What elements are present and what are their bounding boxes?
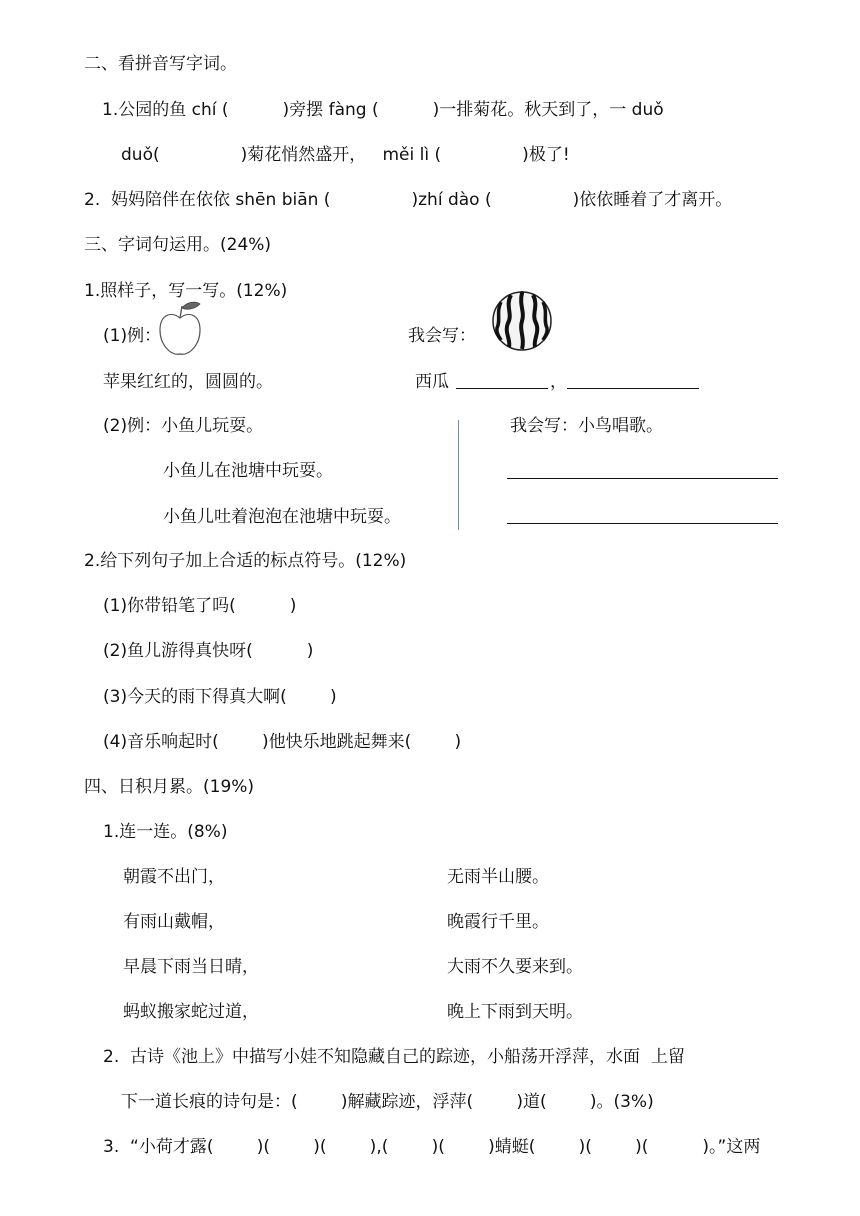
match-right-item: 无雨半山腰。	[447, 867, 549, 887]
punctuation-item-2: (2)鱼儿游得真快呀( )	[103, 641, 314, 661]
example-1-label: (1)例：	[103, 326, 162, 346]
question-2-1-line-2: duǒ( )菊花悄然盛开， měi lì ( )极了!	[121, 145, 570, 165]
punctuation-item-1: (1)你带铅笔了吗( )	[103, 596, 297, 616]
punctuation-item-3: (3)今天的雨下得真大啊( )	[103, 687, 337, 707]
question-2-2: 2. 妈妈陪伴在依依 shēn biān ( )zhí dào ( )依依睡着了才离开。	[84, 190, 733, 210]
match-left-item: 早晨下雨当日晴，	[123, 957, 259, 977]
section-2-heading: 二、看拼音写字词。	[84, 54, 237, 74]
example-2-line-2: 小鱼儿在池塘中玩耍。	[163, 461, 333, 481]
example-1-comma: ，	[550, 372, 567, 392]
match-left-item: 蚂蚁搬家蛇过道，	[123, 1002, 259, 1022]
question-4-3: 3. “小荷才露( )( )( ),( )( )蜻蜓( )( )( )。”这两	[103, 1137, 761, 1157]
example-1-watermelon-label: 西瓜	[415, 372, 449, 392]
question-3-1-title: 1.照样子，写一写。(12%)	[84, 281, 288, 301]
answer-line-1[interactable]	[507, 478, 778, 479]
answer-blank-1[interactable]	[456, 388, 548, 389]
section-4-heading: 四、日积月累。(19%)	[84, 777, 255, 797]
answer-blank-2[interactable]	[567, 388, 699, 389]
answer-line-2[interactable]	[507, 523, 778, 524]
example-2-write-label: 我会写：小鸟唱歌。	[510, 416, 663, 436]
question-4-2-line-1: 2. 古诗《池上》中描写小娃不知隐藏自己的踪迹，小船荡开浮萍，水面 上留	[103, 1047, 685, 1067]
question-4-1-title: 1.连一连。(8%)	[103, 822, 228, 842]
divider-line	[458, 420, 459, 530]
match-left-item: 有雨山戴帽，	[123, 912, 225, 932]
example-2-label: (2)例：小鱼儿玩耍。	[103, 416, 264, 436]
example-1-write-label: 我会写：	[408, 326, 476, 346]
match-right-item: 晚霞行千里。	[447, 912, 549, 932]
watermelon-icon	[491, 290, 553, 352]
match-right-item: 晚上下雨到天明。	[447, 1002, 583, 1022]
match-right-item: 大雨不久要来到。	[447, 957, 583, 977]
apple-icon	[156, 298, 206, 360]
punctuation-item-4: (4)音乐响起时( )他快乐地跳起舞来( )	[103, 732, 462, 752]
question-4-2-line-2: 下一道长痕的诗句是：( )解藏踪迹，浮萍( )道( )。(3%)	[121, 1092, 654, 1112]
match-left-item: 朝霞不出门，	[123, 867, 225, 887]
example-1-sentence: 苹果红红的，圆圆的。	[103, 372, 273, 392]
question-2-1-line-1: 1.公园的鱼 chí ( )旁摆 fàng ( )一排菊花。秋天到了，一 duǒ	[102, 100, 664, 120]
question-3-2-title: 2.给下列句子加上合适的标点符号。(12%)	[84, 551, 407, 571]
example-2-line-3: 小鱼儿吐着泡泡在池塘中玩耍。	[163, 507, 401, 527]
section-3-heading: 三、字词句运用。(24%)	[84, 235, 272, 255]
